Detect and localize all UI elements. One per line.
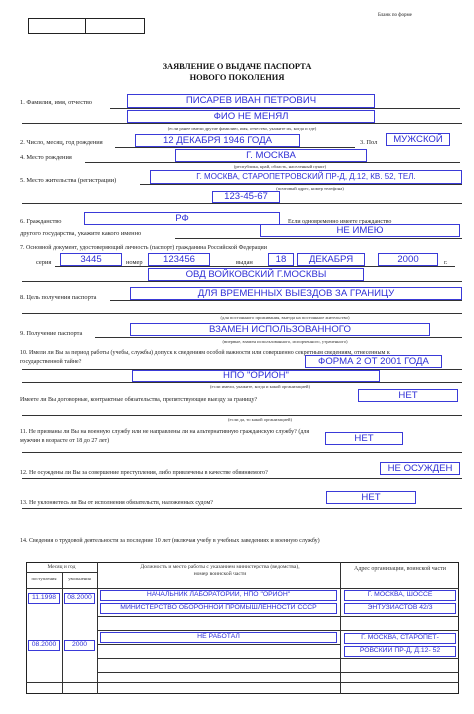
q7-year-label: г. (444, 259, 448, 266)
fio-field[interactable]: ПИСАРЕВ ИВАН ПЕТРОВИЧ (127, 94, 375, 108)
q5-label: 5. Место жительства (регистрации) (20, 177, 117, 184)
q6-label: 6. Гражданство (20, 218, 62, 225)
row2-address2[interactable]: РОВСКИЙ ПР-Д, Д.12- 52 (344, 646, 456, 657)
row2-address[interactable]: Г. МОСКВА, СТАРОПЕТ- (344, 633, 456, 644)
q11-label: 11. Не призваны ли Вы на военную службу или не направлены ли на альтернативную гражданскую службу? (для мужчин в возрасте от 18 до 27 лет) (20, 429, 310, 444)
q10b-label: Имеете ли Вы договорные, контрактные обязательства, препятствующие выезду за границу? (20, 397, 258, 403)
row1-position[interactable]: НАЧАЛЬНИК ЛАБОРАТОРИИ, НПО "ОРИОН" (100, 590, 337, 601)
q10-label: 10. Имели ли Вы за период работы (учебы, службы) допуск к сведениям особой важности или совершенно секретным сведениям, отнесенным к государственной тайне? (20, 350, 390, 365)
passport-number-field[interactable]: 123456 (148, 253, 210, 266)
address-field[interactable]: Г. МОСКВА, СТАРОПЕТРОВСКИЙ ПР-Д, Д.12, КВ. 52, ТЕЛ. (150, 170, 462, 184)
q7-number-label: номер (126, 259, 143, 266)
issue-day-field[interactable]: 18 (268, 253, 294, 266)
clearance-form-field[interactable]: ФОРМА 2 ОТ 2001 ГОДА (305, 355, 442, 368)
issued-by-field[interactable]: ОВД ВОЙКОВСКИЙ Г.МОСКВЫ (148, 268, 364, 281)
q5-note: (почтовый адрес, номер телефона) (276, 186, 344, 191)
q9-label: 9. Получение паспорта (20, 330, 83, 337)
q1-note: (если ранее имели другие фамилию, имя, отчество, укажите их, когда и где) (167, 126, 317, 131)
dob-field[interactable]: 12 ДЕКАБРЯ 1946 ГОДА (135, 134, 300, 147)
row2-to[interactable]: 2000 (64, 640, 95, 651)
q7-issued-label: выдан (236, 259, 253, 266)
row1-to[interactable]: 08.2000 (64, 593, 95, 604)
q10-note: (если имели, укажите, когда и какой организацией) (210, 384, 310, 389)
q2-label: 2. Число, месяц, год рождения (20, 139, 103, 146)
row1-from[interactable]: 11.1998 (28, 593, 60, 604)
row1-address2[interactable]: ЭНТУЗИАСТОВ 42/3 (344, 603, 456, 614)
q6-tail: Если одновременно имеете гражданство (288, 219, 392, 225)
evasion-field[interactable]: НЕТ (326, 491, 416, 504)
q4-label: 4. Место рождения (20, 154, 72, 161)
col-out: увольнения (68, 576, 91, 581)
col-address: Адрес организации, воинской части (354, 566, 446, 572)
page-subtitle: НОВОГО ПОКОЛЕНИЯ (189, 73, 285, 82)
convicted-field[interactable]: НЕ ОСУЖДЕН (380, 462, 460, 475)
q4-note: (республика, край, область, населенный пункт) (233, 164, 327, 169)
q9-note: (впервые, взамен использованного, испорченного, утраченного) (222, 339, 348, 344)
citizenship-field[interactable]: РФ (84, 212, 280, 225)
q1-label: 1. Фамилия, имя, отчество (20, 99, 92, 106)
corner-note: Бланк по форме (378, 13, 412, 18)
q7-label: 7. Основной документ, удостоверяющий личность (паспорт) гражданина Российской Федерации (20, 245, 267, 251)
q3-label: 3. Пол (360, 139, 378, 146)
issue-year-field[interactable]: 2000 (378, 253, 438, 266)
q8-note: (для постоянного проживания, выезда на постоянное жительство) (220, 315, 350, 320)
work-history-table (26, 562, 459, 694)
q10b-note: (если да, то какой организацией) (227, 417, 293, 422)
top-left-box (28, 18, 86, 34)
row2-position[interactable]: НЕ РАБОТАЛ (100, 632, 337, 643)
purpose-field[interactable]: ДЛЯ ВРЕМЕННЫХ ВЫЕЗДОВ ЗА ГРАНИЦУ (130, 287, 462, 300)
military-field[interactable]: НЕТ (325, 432, 403, 445)
passport-series-field[interactable]: 3445 (60, 253, 122, 266)
phone-field[interactable]: 123-45-67 (212, 191, 280, 203)
q7-series-label: серия (36, 259, 52, 266)
issue-month-field[interactable]: ДЕКАБРЯ (297, 253, 365, 266)
q12-label: 12. Не осуждены ли Вы за совершение преступления, либо привлечены в качестве обвиняемого? (20, 470, 268, 476)
col-period: Месяц и год (47, 564, 76, 570)
row2-from[interactable]: 08.2000 (28, 640, 60, 651)
page-title: ЗАЯВЛЕНИЕ О ВЫДАЧЕ ПАСПОРТА (162, 62, 312, 71)
fio-change-field[interactable]: ФИО НЕ МЕНЯЛ (127, 110, 375, 123)
q6-line2: другого государства, укажите какого именно (20, 230, 142, 237)
birthplace-field[interactable]: Г. МОСКВА (175, 149, 367, 162)
clearance-org-field[interactable]: НПО "ОРИОН" (132, 370, 380, 382)
col-in: поступления (31, 576, 57, 581)
row1-address[interactable]: Г. МОСКВА, ШОССЕ (344, 590, 456, 601)
contract-field[interactable]: НЕТ (358, 389, 458, 402)
receipt-field[interactable]: ВЗАМЕН ИСПОЛЬЗОВАННОГО (130, 323, 430, 336)
col-position: Должность и место работы с указанием министерства (ведомства), номер воинской части (140, 564, 300, 577)
top-middle-box (85, 18, 145, 34)
other-citizenship-field[interactable]: НЕ ИМЕЮ (260, 224, 460, 237)
sex-field[interactable]: МУЖСКОЙ (386, 133, 450, 146)
q13-label: 13. Не уклоняетесь ли Вы от исполнения обязательств, наложенных судом? (20, 500, 213, 506)
q8-label: 8. Цель получения паспорта (20, 294, 97, 301)
row1-position2[interactable]: МИНИСТЕРСТВО ОБОРОННОЙ ПРОМЫШЛЕННОСТИ СССР (100, 603, 337, 614)
q14-label: 14. Сведения о трудовой деятельности за последние 10 лет (включая учебу в учебных заведениях и военную службу) (20, 538, 320, 544)
